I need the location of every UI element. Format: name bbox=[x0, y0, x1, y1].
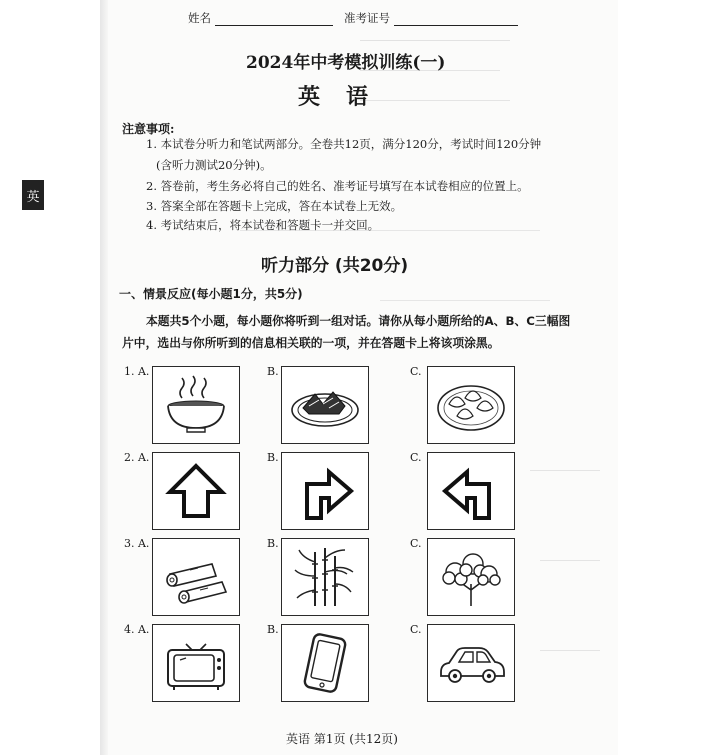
option-letter: B. bbox=[267, 537, 279, 550]
wood-logs-icon bbox=[160, 546, 232, 608]
question-label: 2. A. bbox=[124, 451, 150, 464]
subject-title: 英语 bbox=[298, 84, 395, 110]
option-letter: B. bbox=[267, 365, 279, 378]
smartphone-icon bbox=[289, 632, 361, 694]
option-3b[interactable] bbox=[281, 538, 369, 616]
option-1b[interactable] bbox=[281, 366, 369, 444]
option-letter: B. bbox=[267, 623, 279, 636]
up-arrow-icon bbox=[160, 460, 232, 522]
car-icon bbox=[435, 632, 507, 694]
turn-left-arrow-icon bbox=[435, 460, 507, 522]
side-tab: 英 bbox=[22, 180, 44, 210]
note-item: (含听力测试20分钟)。 bbox=[156, 158, 272, 172]
exam-number-label: 准考证号 bbox=[344, 11, 390, 25]
television-icon bbox=[160, 632, 232, 694]
option-1a[interactable] bbox=[152, 366, 240, 444]
option-4b[interactable] bbox=[281, 624, 369, 702]
note-item: 1. 本试卷分听力和笔试两部分。全卷共12页，满分120分，考试时间120分钟 bbox=[146, 137, 542, 151]
option-3c[interactable] bbox=[427, 538, 515, 616]
option-4a[interactable] bbox=[152, 624, 240, 702]
option-2b[interactable] bbox=[281, 452, 369, 530]
option-letter: C. bbox=[410, 537, 422, 550]
section-heading: 一、情景反应(每小题1分，共5分) bbox=[119, 287, 303, 301]
instruction-line: 本题共5个小题，每小题你将听到一组对话。请你从每小题所给的A、B、C三幅图 bbox=[146, 314, 571, 328]
note-item: 2. 答卷前，考生务必将自己的姓名、准考证号填写在本试卷相应的位置上。 bbox=[146, 179, 529, 193]
hot-noodle-bowl-icon bbox=[289, 374, 361, 436]
option-2c[interactable] bbox=[427, 452, 515, 530]
question-label: 3. A. bbox=[124, 537, 150, 550]
name-blank bbox=[215, 13, 333, 26]
exam-number-field bbox=[344, 10, 518, 26]
name-label: 姓名 bbox=[188, 11, 211, 25]
dumpling-plate-icon bbox=[435, 374, 507, 436]
option-letter: C. bbox=[410, 365, 422, 378]
option-4c[interactable] bbox=[427, 624, 515, 702]
notes-heading: 注意事项: bbox=[122, 122, 175, 136]
option-letter: B. bbox=[267, 451, 279, 464]
cotton-icon bbox=[435, 546, 507, 608]
note-item: 4. 考试结束后，将本试卷和答题卡一并交回。 bbox=[146, 218, 380, 232]
note-item: 3. 答案全部在答题卡上完成，答在本试卷上无效。 bbox=[146, 199, 403, 213]
option-letter: C. bbox=[410, 451, 422, 464]
name-field bbox=[188, 10, 333, 26]
bamboo-icon bbox=[289, 546, 361, 608]
page-footer: 英语 第1页 (共12页) bbox=[286, 732, 398, 746]
question-label: 4. A. bbox=[124, 623, 150, 636]
exam-title: 2024年中考模拟训练(一) bbox=[246, 53, 446, 73]
option-3a[interactable] bbox=[152, 538, 240, 616]
option-1c[interactable] bbox=[427, 366, 515, 444]
listening-title: 听力部分 (共20分) bbox=[261, 256, 409, 276]
exam-number-blank bbox=[394, 13, 518, 26]
option-letter: C. bbox=[410, 623, 422, 636]
instruction-line: 片中，选出与你所听到的信息相关联的一项，并在答题卡上将该项涂黑。 bbox=[122, 336, 500, 350]
question-label: 1. A. bbox=[124, 365, 150, 378]
noodle-bowl-icon bbox=[160, 374, 232, 436]
option-2a[interactable] bbox=[152, 452, 240, 530]
turn-right-arrow-icon bbox=[289, 460, 361, 522]
